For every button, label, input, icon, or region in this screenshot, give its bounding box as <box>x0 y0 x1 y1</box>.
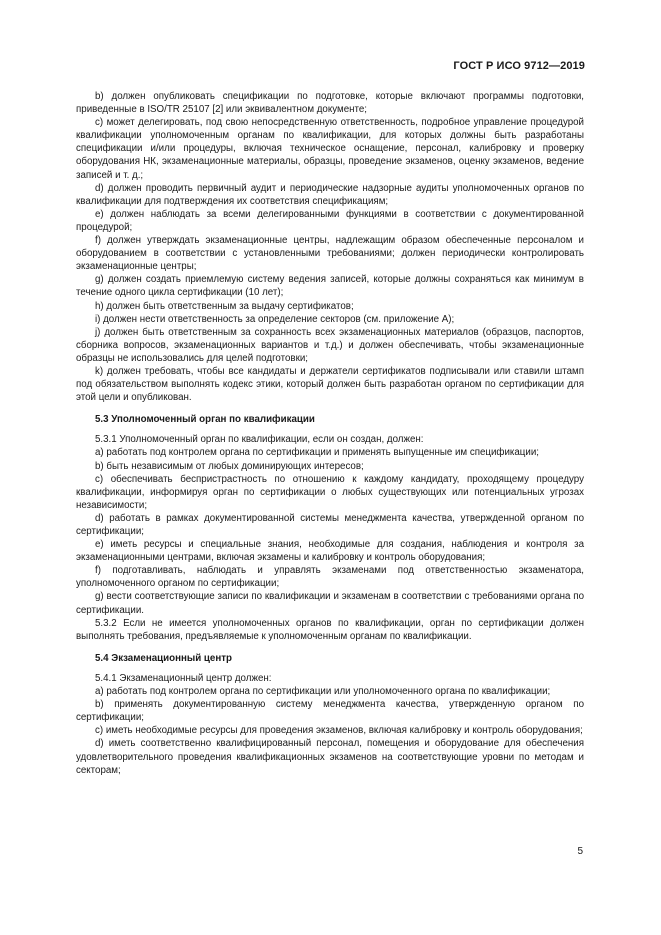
paragraph: d) работать в рамках документированной системы менеджмента качества, утвержденной органом по сертификации; <box>76 512 584 537</box>
paragraph: c) обеспечивать беспристрастность по отношению к каждому кандидату, проходящему процедуру квалификации, информируя орган по сертификации о любых существующих или потенциальных угрозах независимости; <box>76 473 584 511</box>
paragraph: j) должен быть ответственным за сохранность всех экзаменационных материалов (образцов, паспортов, сборника вопросов, экзаменационных вариантов и т.д.) и должен обеспечивать, чтобы экзаменационные образцы не использовались для целей подготовки; <box>76 326 584 364</box>
paragraph: d) должен проводить первичный аудит и периодические надзорные аудиты уполномоченных органов по квалификации для подтверждения их соответствия спецификациям; <box>76 182 584 207</box>
paragraph: h) должен быть ответственным за выдачу сертификатов; <box>95 300 354 312</box>
paragraph: c) иметь необходимые ресурсы для проведения экзаменов, включая калибровку и контроль оборудования; <box>95 725 583 737</box>
paragraph: f) должен утверждать экзаменационные центры, надлежащим образом обеспеченные персоналом и оборудованием в соответствии с установленными требованиями; должен периодически контролировать экзаменационные центры; <box>76 235 584 273</box>
paragraph: c) может делегировать, под свою непосредственную ответственность, подробное управление процедурой квалификации уполномоченным органам по квалификации, для которых должны быть разработаны спецификации и/или процедуры, включая техническое оснащение, персонал, калибровку и проверку оборудования НК, экзаменационные материалы, образцы, проведение экзаменов, оценку экзаменов, ведение записей и т. д.; <box>76 117 584 181</box>
paragraph: 5.3.2 Если не имеется уполномоченных органов по квалификации, орган по сертификации должен выполнять требования, предъявляемые к уполномоченным органам по квалификации. <box>76 617 584 642</box>
paragraph: 5.4.1 Экзаменационный центр должен: <box>95 672 272 684</box>
paragraph: b) применять документированную систему менеджмента качества, утвержденную органом по сертификации; <box>76 699 584 724</box>
section-heading: 5.3 Уполномоченный орган по квалификации <box>95 414 315 426</box>
paragraph: e) должен наблюдать за всеми делегированными функциями в соответствии с документированной процедурой; <box>76 208 584 233</box>
section-heading: 5.4 Экзаменационный центр <box>95 652 232 664</box>
paragraph: b) быть независимым от любых доминирующих интересов; <box>95 460 364 472</box>
paragraph: b) должен опубликовать спецификации по подготовке, которые включают программы подготовки, приведенные в ISO/TR 25107 [2] или эквивалентном документе; <box>76 91 584 116</box>
document-header: ГОСТ Р ИСО 9712—2019 <box>453 60 585 72</box>
paragraph: а) работать под контролем органа по сертификации и применять выпущенные им спецификации; <box>95 447 539 459</box>
document-body <box>76 90 584 777</box>
paragraph: 5.3.1 Уполномоченный орган по квалификации, если он создан, должен: <box>95 434 424 446</box>
paragraph: k) должен требовать, чтобы все кандидаты и держатели сертификатов подписывали или ставили штамп под обязательством выполнять кодекс этики, который должен быть разработан органом по сертификации для этой цели и опубликован. <box>76 365 584 404</box>
paragraph: g) должен создать приемлемую систему ведения записей, которые должны сохраняться как минимум в течение одного цикла сертификации (10 лет); <box>76 274 584 299</box>
paragraph: i) должен нести ответственность за определение секторов (см. приложение А); <box>95 313 455 325</box>
paragraph: а) работать под контролем органа по сертификации или уполномоченного органа по квалификации; <box>95 686 551 698</box>
paragraph: e) иметь ресурсы и специальные знания, необходимые для создания, наблюдения и контроля за экзаменационными центрами, включая экзамены и калибровку и контроль оборудования; <box>76 539 584 564</box>
paragraph: g) вести соответствующие записи по квалификации и экзаменам в соответствии с требованиями органа по сертификации. <box>76 591 584 616</box>
page-number: 5 <box>577 846 583 857</box>
paragraph: f) подготавливать, наблюдать и управлять экзаменами под ответственностью экзаменатора, уполномоченного органом по сертификации; <box>76 565 584 590</box>
paragraph: d) иметь соответственно квалифицированный персонал, помещения и оборудование для обеспечения удовлетворительного проведения квалификационных экзаменов на соответствующие уровни по методам и секторам; <box>76 738 584 776</box>
